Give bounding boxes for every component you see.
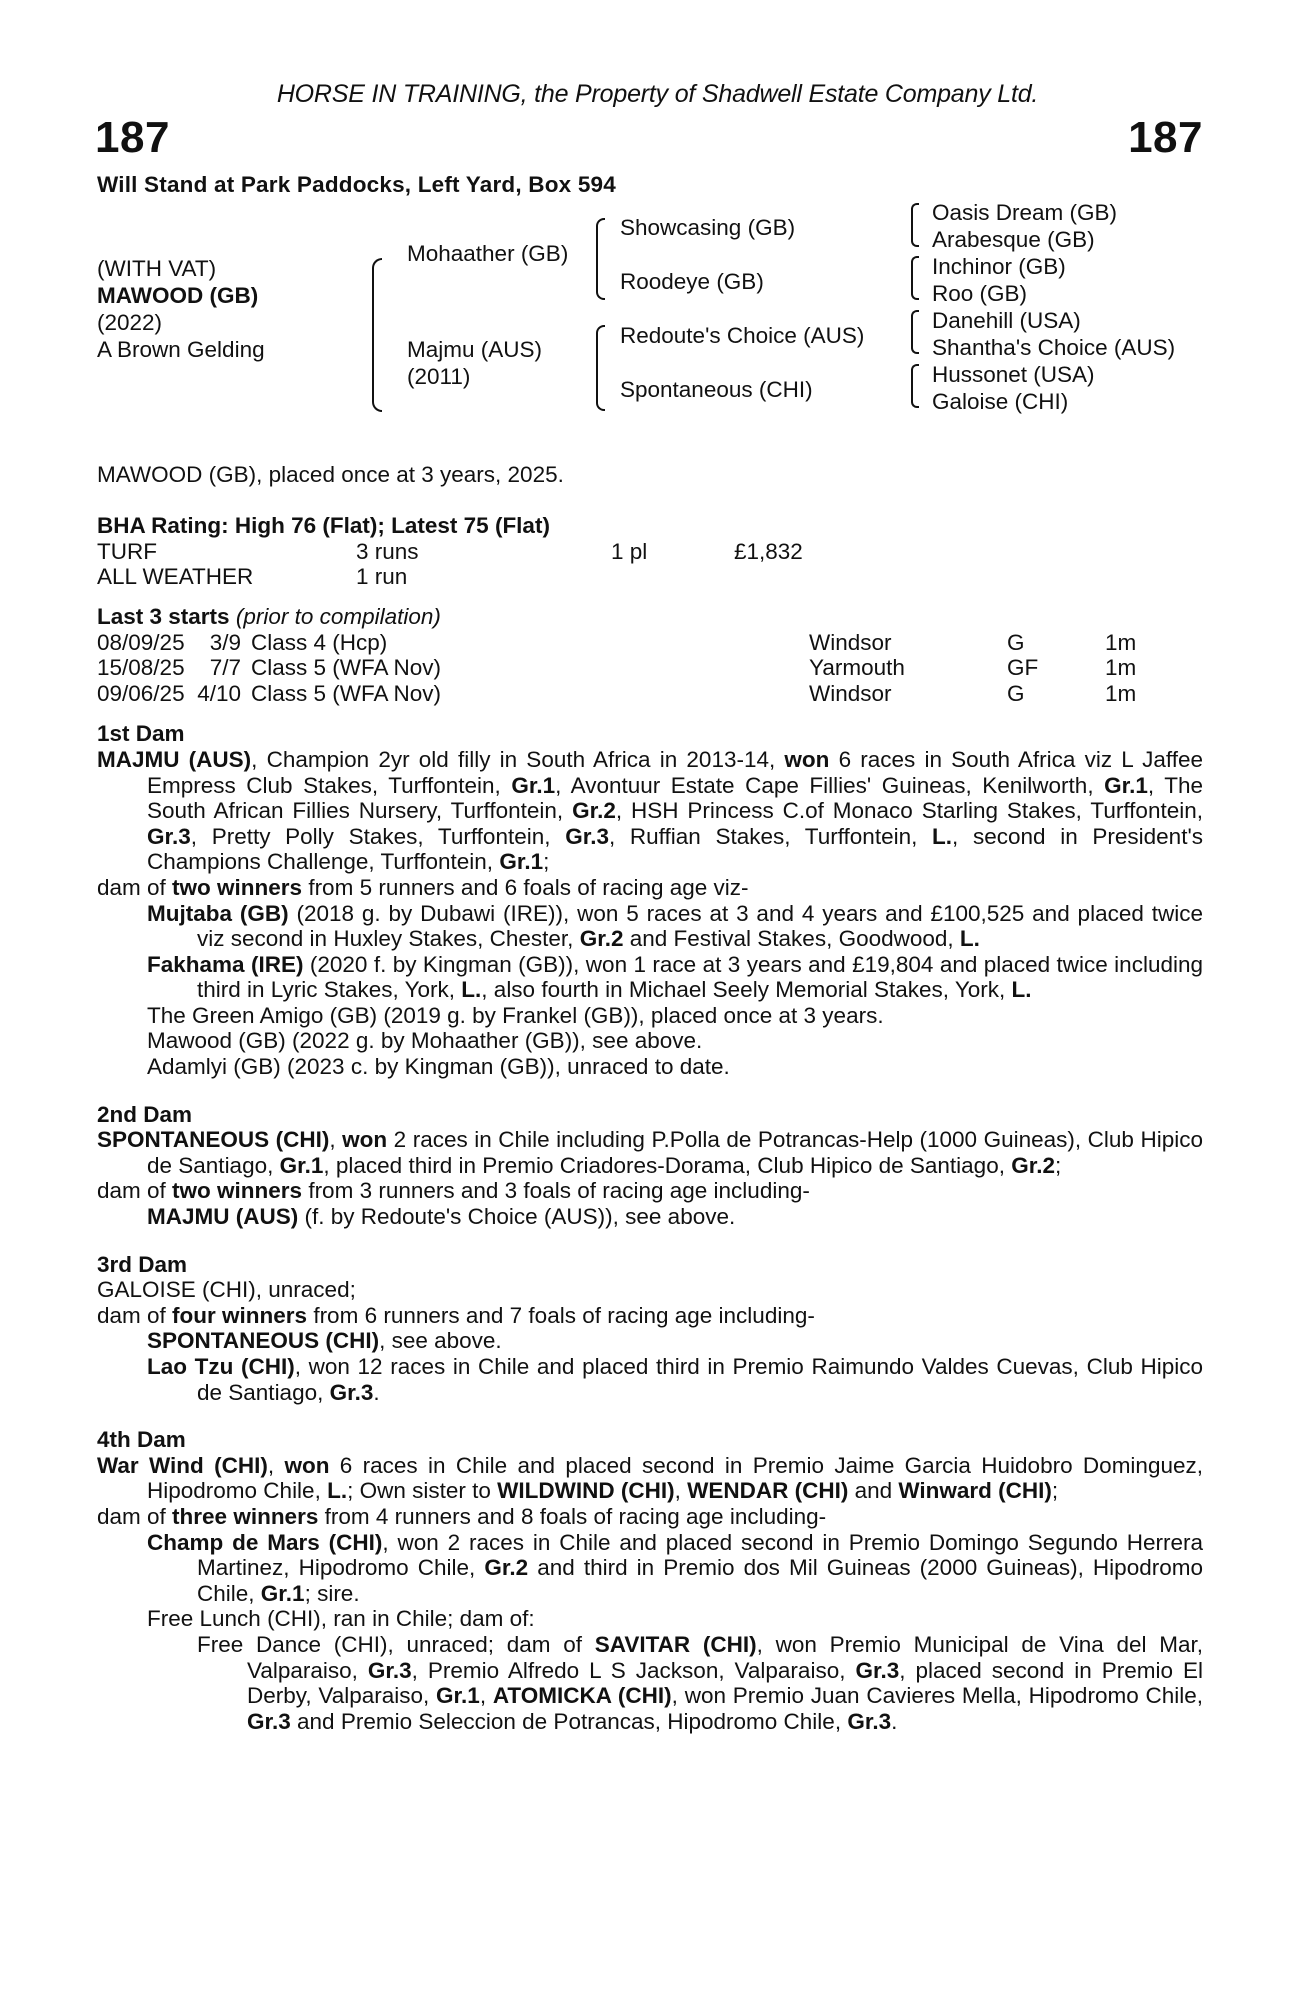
- last-starts-title: Last 3 starts: [97, 603, 230, 629]
- last-starts-table: [97, 630, 1136, 707]
- record-prize: £1,832: [734, 538, 803, 564]
- text-run: and Festival Stakes, Goodwood,: [623, 926, 960, 952]
- text-run: ; sire.: [304, 1580, 360, 1606]
- dam3-record: GALOISE (CHI), unraced;: [97, 1277, 356, 1303]
- lot-number-right: 187: [1128, 113, 1203, 162]
- text-run: (2020 f. by Kingman (GB)), won 1 race at 3 years and £19,804 and placed twice including third in Lyric Stakes, York,: [197, 951, 1203, 1003]
- text-run: L.: [327, 1478, 348, 1504]
- dam1-produce-summary: [97, 875, 1203, 901]
- start-race: Class 5 (WFA Nov): [251, 655, 442, 681]
- record-placed: [611, 564, 734, 590]
- text-run: from 3 runners and 3 foals of racing age including-: [302, 1178, 810, 1204]
- produce-free-lunch: Free Lunch (CHI), ran in Chile; dam of:: [147, 1606, 535, 1632]
- record-surface: ALL WEATHER: [97, 564, 254, 590]
- text-run: Gr.1: [279, 1152, 324, 1178]
- text-run: Gr.3: [855, 1657, 900, 1683]
- bha-rating: BHA Rating: High 76 (Flat); Latest 75 (Flat): [97, 513, 550, 539]
- text-run: , won Premio Municipal de Vina del Mar, Valparaiso,: [247, 1631, 1204, 1683]
- text-run: won: [784, 746, 830, 772]
- start-course: Windsor: [809, 680, 892, 706]
- text-run: War Wind (CHI): [97, 1452, 268, 1478]
- start-going: GF: [1007, 655, 1039, 681]
- start-race: Class 5 (WFA Nov): [251, 680, 442, 706]
- text-run: , won 12 races in Chile and placed third in Premio Raimundo Valdes Cuevas, Club Hipico de Santiago,: [197, 1354, 1203, 1405]
- start-distance: 1m: [1105, 680, 1137, 706]
- start-position: 4/10: [197, 680, 241, 706]
- start-date: 08/09/25: [97, 629, 185, 655]
- dam4-record: [97, 1453, 1203, 1504]
- produce-fakhama: [97, 952, 1203, 1003]
- dam-dam: Spontaneous (CHI): [620, 377, 813, 402]
- text-run: Fakhama (IRE): [147, 951, 304, 977]
- g3-inchinor: Inchinor (GB): [932, 254, 1066, 279]
- dam4-produce-summary: [97, 1504, 1203, 1530]
- text-run: ;: [1055, 1152, 1062, 1178]
- start-going: G: [1007, 680, 1025, 706]
- produce-majmu: [97, 1204, 1203, 1230]
- text-run: WENDAR (CHI): [687, 1478, 849, 1504]
- produce-the-green-amigo: The Green Amigo (GB) (2019 g. by Frankel (GB)), placed once at 3 years.: [147, 1002, 884, 1028]
- start-course: Windsor: [809, 629, 892, 655]
- text-run: dam of: [97, 1178, 173, 1204]
- text-run: Lao Tzu (CHI): [147, 1354, 295, 1379]
- dam1-name: MAJMU (AUS): [97, 746, 252, 772]
- last-starts-subtitle: (prior to compilation): [235, 603, 441, 629]
- text-run: Gr.1: [499, 849, 544, 875]
- start-distance: 1m: [1105, 629, 1137, 655]
- text-run: ; Own sister to: [347, 1478, 498, 1504]
- horse-description: A Brown Gelding: [97, 337, 265, 362]
- text-run: and Premio Seleccion de Potrancas, Hipodromo Chile,: [290, 1708, 848, 1734]
- text-run: won: [342, 1127, 388, 1153]
- g3-roo: Roo (GB): [932, 281, 1028, 306]
- text-run: two winners: [172, 874, 303, 900]
- race-summary: MAWOOD (GB), placed once at 3 years, 2025.: [97, 462, 564, 487]
- text-run: Champ de Mars (CHI): [147, 1529, 383, 1555]
- text-run: four winners: [172, 1302, 308, 1328]
- text-run: from 5 runners and 6 foals of racing age viz-: [302, 874, 749, 900]
- text-run: , won Premio Juan Cavieres Mella, Hipodromo Chile,: [671, 1683, 1203, 1709]
- text-run: SPONTANEOUS (CHI): [97, 1127, 330, 1153]
- g3-hussonet: Hussonet (USA): [932, 362, 1095, 387]
- text-run: Gr.1: [260, 1580, 305, 1606]
- text-run: 6 races in Chile and placed second in Premio Jaime Garcia Huidobro Dominguez, Hipodromo Chile,: [147, 1452, 1203, 1504]
- dam4-heading: 4th Dam: [97, 1427, 186, 1453]
- start-date: 09/06/25: [97, 680, 185, 706]
- text-run: ;: [1051, 1478, 1059, 1504]
- produce-champ-de-mars: [97, 1530, 1203, 1607]
- text-run: Gr.2: [1011, 1152, 1055, 1178]
- text-run: Gr.3: [147, 823, 191, 849]
- text-run: , Champion 2yr old filly in South Africa in 2013-14,: [251, 746, 785, 772]
- text-run: Gr.2: [484, 1555, 529, 1581]
- sire-sire: Showcasing (GB): [620, 215, 796, 240]
- granddaughter-free-dance: [97, 1632, 1203, 1734]
- consignor-line: HORSE IN TRAINING, the Property of Shadwell Estate Company Ltd.: [276, 80, 1039, 108]
- text-run: ,: [674, 1478, 688, 1504]
- start-position: 3/9: [209, 629, 241, 655]
- start-race: Class 4 (Hcp): [251, 629, 388, 655]
- pedigree-brace-g3-4: [911, 364, 919, 408]
- produce-lao-tzu: [97, 1354, 1203, 1405]
- text-run: ,: [267, 1452, 285, 1478]
- text-run: Gr.3: [329, 1379, 374, 1405]
- text-run: , won 2 races in Chile and placed second in Premio Domingo Segundo Herrera Martinez, Hipodromo Chile,: [197, 1529, 1204, 1581]
- text-run: ,: [479, 1683, 493, 1709]
- text-run: Gr.1: [1104, 772, 1148, 798]
- text-run: SPONTANEOUS (CHI): [147, 1328, 380, 1354]
- text-run: , The South African Fillies Nursery, Turffontein,: [147, 772, 1204, 824]
- start-row: [97, 630, 1136, 656]
- dam1-record: [97, 747, 1203, 875]
- text-run: , second in President's Champions Challenge, Turffontein,: [147, 823, 1203, 875]
- dam-sire: Redoute's Choice (AUS): [620, 323, 865, 348]
- text-run: Gr.2: [579, 926, 624, 952]
- start-going: G: [1007, 629, 1025, 655]
- pedigree-brace-g3-2: [911, 256, 919, 300]
- start-position: 7/7: [209, 655, 241, 681]
- record-placed: 1 pl: [611, 538, 648, 564]
- horse-year: (2022): [97, 310, 163, 335]
- produce-adamlyi: Adamlyi (GB) (2023 c. by Kingman (GB)), unraced to date.: [147, 1054, 730, 1080]
- text-run: dam of: [97, 1503, 173, 1529]
- text-run: and: [848, 1478, 899, 1504]
- text-run: and third in Premio dos Mil Guineas (2000 Guineas), Hipodromo Chile,: [197, 1555, 1203, 1606]
- pedigree-brace-dam: [596, 325, 605, 411]
- text-run: , Pretty Polly Stakes, Turffontein,: [190, 823, 566, 849]
- text-run: Gr.3: [565, 823, 609, 849]
- text-run: Gr.3: [367, 1657, 412, 1683]
- record-surface: TURF: [97, 538, 157, 564]
- dam2-produce-summary: [97, 1178, 1203, 1204]
- text-run: three winners: [172, 1503, 319, 1529]
- text-run: , Ruffian Stakes, Turffontein,: [608, 823, 933, 849]
- text-run: WILDWIND (CHI): [497, 1478, 675, 1504]
- start-row: [97, 655, 1136, 681]
- text-run: dam of: [97, 1302, 173, 1328]
- text-run: ,: [329, 1127, 343, 1153]
- text-run: Winward (CHI): [898, 1478, 1052, 1504]
- text-run: Gr.2: [572, 798, 616, 824]
- horse-name: MAWOOD (GB): [97, 283, 259, 308]
- dam-year: (2011): [407, 364, 471, 389]
- text-run: MAJMU (AUS): [147, 1204, 299, 1230]
- catalogue-body: [97, 462, 1203, 1734]
- text-run: , Premio Alfredo L S Jackson, Valparaiso,: [411, 1657, 856, 1683]
- text-run: from 4 runners and 8 foals of racing age including-: [318, 1503, 827, 1529]
- dam1-heading: 1st Dam: [97, 721, 185, 747]
- text-run: SAVITAR (CHI): [594, 1631, 757, 1657]
- produce-mujtaba: [97, 901, 1203, 952]
- text-run: from 6 runners and 7 foals of racing age including-: [307, 1302, 815, 1328]
- text-run: Gr.1: [511, 772, 556, 798]
- horse-vat: (WITH VAT): [97, 256, 217, 281]
- pedigree-brace-g3-1: [911, 203, 919, 247]
- text-run: , placed second in Premio El Derby, Valparaiso,: [247, 1657, 1203, 1709]
- text-run: Gr.1: [436, 1683, 480, 1709]
- text-run: Gr.3: [247, 1708, 291, 1734]
- sire: Mohaather (GB): [407, 241, 569, 266]
- g3-shanthas-choice: Shantha's Choice (AUS): [932, 335, 1176, 360]
- text-run: , placed third in Premio Criadores-Dorama, Club Hipico de Santiago,: [323, 1152, 1012, 1178]
- text-run: 2 races in Chile including P.Polla de Potrancas-Help (1000 Guineas), Club Hipico de Santiago,: [147, 1127, 1203, 1178]
- text-run: dam of: [97, 874, 173, 900]
- start-date: 15/08/25: [97, 655, 185, 681]
- produce-spontaneous: [97, 1328, 1203, 1354]
- text-run: L.: [1011, 977, 1032, 1003]
- lot-number-left: 187: [95, 113, 170, 162]
- text-run: L.: [932, 823, 953, 849]
- g3-galoise: Galoise (CHI): [932, 389, 1069, 414]
- record-prize: [734, 564, 803, 590]
- text-run: , see above.: [379, 1328, 502, 1354]
- text-run: ;: [543, 849, 550, 875]
- record-runs: 3 runs: [356, 538, 419, 564]
- race-record-table: [97, 539, 803, 590]
- text-run: .: [373, 1379, 380, 1405]
- text-run: Gr.3: [847, 1708, 892, 1734]
- text-run: , also fourth in Michael Seely Memorial Stakes, York,: [481, 977, 1012, 1003]
- start-row: [97, 681, 1136, 707]
- pedigree-brace-g3-3: [911, 310, 919, 354]
- text-run: 6 races in South Africa viz L Jaffee Empress Club Stakes, Turffontein,: [147, 746, 1203, 798]
- dam2-record: [97, 1127, 1203, 1178]
- record-row-all-weather: [97, 564, 803, 590]
- text-run: ATOMICKA (CHI): [492, 1683, 672, 1709]
- text-run: two winners: [172, 1178, 303, 1204]
- sire-dam: Roodeye (GB): [620, 269, 764, 294]
- start-distance: 1m: [1105, 655, 1137, 681]
- record-runs: 1 run: [356, 564, 408, 590]
- start-course: Yarmouth: [809, 655, 905, 681]
- text-run: .: [891, 1708, 898, 1734]
- text-run: , Avontuur Estate Cape Fillies' Guineas, Kenilworth,: [555, 772, 1105, 798]
- text-run: Free Dance (CHI), unraced; dam of: [197, 1631, 595, 1657]
- dam: Majmu (AUS): [407, 337, 543, 362]
- dam3-produce-summary: [97, 1303, 1203, 1329]
- dam3-heading: 3rd Dam: [97, 1251, 188, 1277]
- text-run: (2018 g. by Dubawi (IRE)), won 5 races at 3 and 4 years and £100,525 and placed twice viz second in Huxley Stakes, Chester,: [197, 900, 1203, 952]
- g3-danehill: Danehill (USA): [932, 308, 1081, 333]
- g3-oasis-dream: Oasis Dream (GB): [932, 200, 1118, 225]
- text-run: Mujtaba (GB): [147, 900, 289, 926]
- text-run: won: [284, 1452, 330, 1478]
- stand-location: Will Stand at Park Paddocks, Left Yard, Box 594: [97, 172, 616, 197]
- produce-mawood: Mawood (GB) (2022 g. by Mohaather (GB)), see above.: [147, 1028, 703, 1054]
- dam2-heading: 2nd Dam: [97, 1101, 193, 1127]
- text-run: L.: [461, 977, 482, 1003]
- record-row-turf: [97, 539, 803, 565]
- pedigree-brace-sire: [596, 218, 605, 300]
- text-run: (f. by Redoute's Choice (AUS)), see above.: [298, 1204, 736, 1230]
- pedigree-brace-gen1: [372, 258, 382, 412]
- g3-arabesque: Arabesque (GB): [932, 227, 1095, 252]
- text-run: L.: [959, 926, 980, 952]
- last-starts-heading: [97, 604, 1203, 630]
- text-run: , HSH Princess C.of Monaco Starling Stakes, Turffontein,: [615, 798, 1203, 824]
